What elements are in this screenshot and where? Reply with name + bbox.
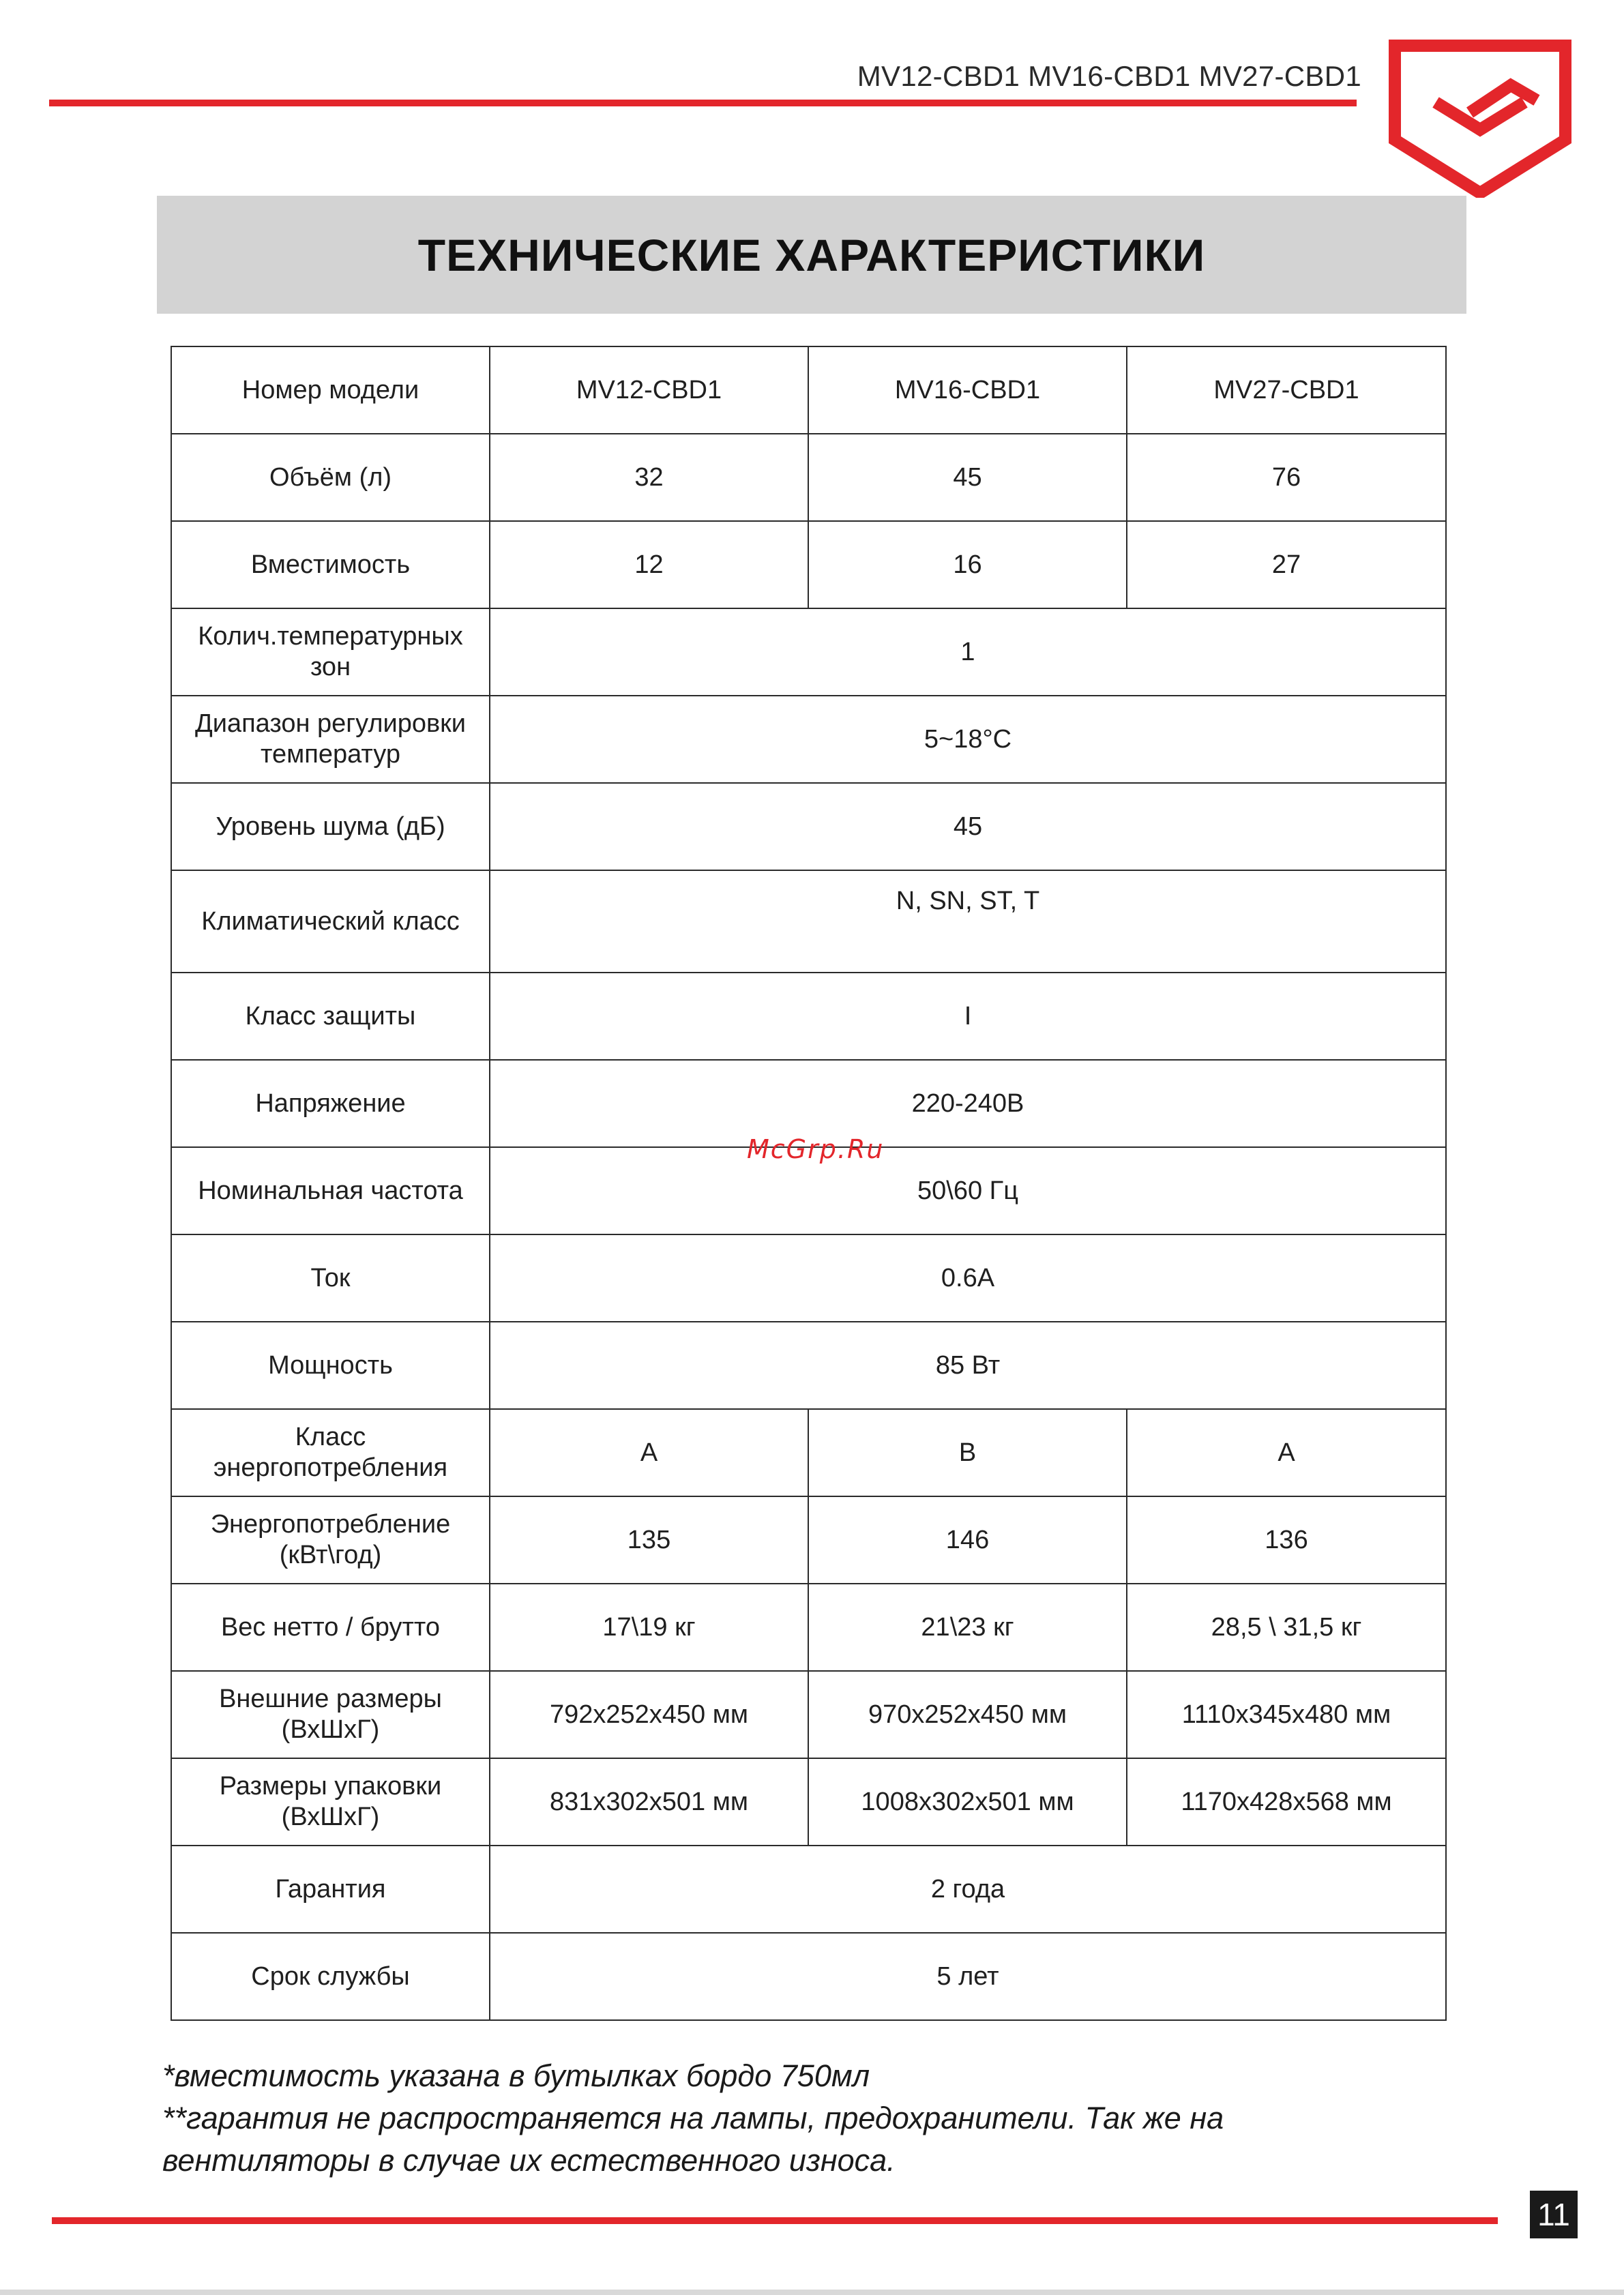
row-label: Диапазон регулировки температур [171, 696, 490, 783]
specifications-table [171, 346, 1447, 2021]
value-cell: 5~18°C [490, 696, 1446, 783]
row-label: Объём (л) [171, 434, 490, 521]
table-row-energy-class [171, 1409, 1446, 1496]
value-cell: 32 [490, 434, 808, 521]
value-cell: 1170x428x568 мм [1127, 1758, 1446, 1846]
value-cell: A [490, 1409, 808, 1496]
row-label: Гарантия [171, 1846, 490, 1933]
value-cell: 1 [490, 608, 1446, 696]
row-label: Колич.температурных зон [171, 608, 490, 696]
row-label: Внешние размеры (ВхШхГ) [171, 1671, 490, 1758]
bottom-edge-strip [0, 2290, 1624, 2295]
model-cell: MV16-CBD1 [808, 346, 1127, 434]
row-label: Размеры упаковки (ВхШхГ) [171, 1758, 490, 1846]
table-row-service-life [171, 1933, 1446, 2020]
row-label: Вместимость [171, 521, 490, 608]
value-cell: 16 [808, 521, 1127, 608]
table-row-current [171, 1234, 1446, 1322]
table-row-warranty [171, 1846, 1446, 1933]
table-row-protection-class [171, 973, 1446, 1060]
table-row-power [171, 1322, 1446, 1409]
value-cell: 970x252x450 мм [808, 1671, 1127, 1758]
value-cell: 0.6A [490, 1234, 1446, 1322]
value-cell: I [490, 973, 1446, 1060]
row-label: Климатический класс [171, 870, 490, 973]
value-cell: 136 [1127, 1496, 1446, 1584]
row-label: Номер модели [171, 346, 490, 434]
value-cell: 50\60 Гц [490, 1147, 1446, 1234]
value-cell: 21\23 кг [808, 1584, 1127, 1671]
value-cell: 146 [808, 1496, 1127, 1584]
value-cell: 2 года [490, 1846, 1446, 1933]
bottom-red-rule [52, 2217, 1498, 2224]
title-band [157, 196, 1466, 314]
table-row-temp-range [171, 696, 1446, 783]
row-label: Номинальная частота [171, 1147, 490, 1234]
value-cell: 85 Вт [490, 1322, 1446, 1409]
value-cell: 45 [808, 434, 1127, 521]
table-row-energy-consumption [171, 1496, 1446, 1584]
value-cell: 17\19 кг [490, 1584, 808, 1671]
row-label: Класс энергопотребления [171, 1409, 490, 1496]
table-row-zones [171, 608, 1446, 696]
table-row-volume [171, 434, 1446, 521]
footnote-line: *вместимость указана в бутылках бордо 750мл [162, 2058, 870, 2093]
value-cell: 831x302x501 мм [490, 1758, 808, 1846]
model-cell: MV12-CBD1 [490, 346, 808, 434]
brand-logo-icon [1388, 38, 1572, 198]
row-label: Мощность [171, 1322, 490, 1409]
top-red-rule [49, 100, 1357, 106]
table-row-climate-class [171, 870, 1446, 973]
footnotes [162, 2055, 1458, 2182]
row-label: Вес нетто / брутто [171, 1584, 490, 1671]
footnote-line: **гарантия не распространяется на лампы, предохранители. Так же на [162, 2101, 1224, 2135]
value-cell: 5 лет [490, 1933, 1446, 2020]
table-row-dimensions [171, 1671, 1446, 1758]
value-cell: 792x252x450 мм [490, 1671, 808, 1758]
row-label: Срок службы [171, 1933, 490, 2020]
value-cell: 12 [490, 521, 808, 608]
value-cell: 135 [490, 1496, 808, 1584]
value-cell: 28,5 \ 31,5 кг [1127, 1584, 1446, 1671]
footnote-line: вентиляторы в случае их естественного износа. [162, 2143, 896, 2178]
value-cell: A [1127, 1409, 1446, 1496]
value-cell: 27 [1127, 521, 1446, 608]
table-row-model [171, 346, 1446, 434]
row-label: Напряжение [171, 1060, 490, 1147]
page-number: 11 [1530, 2191, 1578, 2238]
value-cell: 1008x302x501 мм [808, 1758, 1127, 1846]
value-cell: 76 [1127, 434, 1446, 521]
table-row-package-dimensions [171, 1758, 1446, 1846]
value-cell: N, SN, ST, T [490, 870, 1446, 973]
table-row-capacity [171, 521, 1446, 608]
page-title: ТЕХНИЧЕСКИЕ ХАРАКТЕРИСТИКИ [417, 229, 1206, 280]
model-cell: MV27-CBD1 [1127, 346, 1446, 434]
row-label: Энергопотребление (кВт\год) [171, 1496, 490, 1584]
value-cell: 220-240В [490, 1060, 1446, 1147]
watermark-text: McGrp.Ru [747, 1134, 885, 1164]
table-row-weight [171, 1584, 1446, 1671]
value-cell: 1110x345x480 мм [1127, 1671, 1446, 1758]
row-label: Ток [171, 1234, 490, 1322]
value-cell: B [808, 1409, 1127, 1496]
row-label: Уровень шума (дБ) [171, 783, 490, 870]
table-row-noise [171, 783, 1446, 870]
header-model-list: MV12-CBD1 MV16-CBD1 MV27-CBD1 [857, 60, 1361, 92]
value-cell: 45 [490, 783, 1446, 870]
row-label: Класс защиты [171, 973, 490, 1060]
